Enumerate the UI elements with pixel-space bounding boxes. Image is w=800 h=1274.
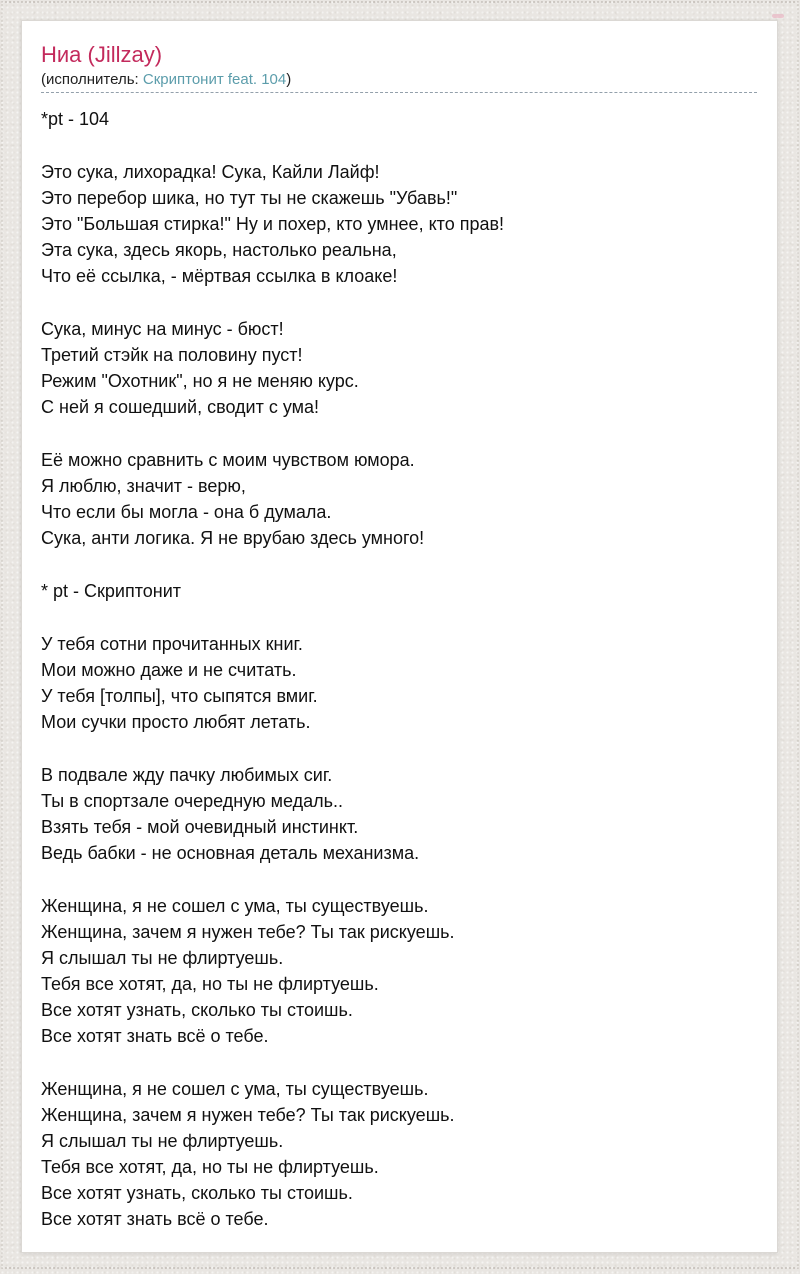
- lyric-line: *pt - 104: [41, 109, 110, 129]
- lyric-line: Сука, минус на минус - бюст!: [41, 319, 284, 339]
- artist-line: [41, 69, 757, 93]
- lyric-line: С ней я сошедший, сводит с ума!: [41, 397, 320, 417]
- artist-link[interactable]: Скриптонит feat. 104: [142, 71, 287, 88]
- lyric-line: Я люблю, значит - верю,: [41, 476, 246, 496]
- lyric-line: Мои сучки просто любят летать.: [41, 712, 311, 732]
- lyric-line: Третий стэйк на половину пуст!: [41, 345, 303, 365]
- lyrics-text: [41, 106, 757, 1232]
- lyric-line: Мои можно даже и не считать.: [41, 660, 297, 680]
- artist-label-suffix: ): [286, 71, 292, 88]
- lyric-line: Ты в спортзале очередную медаль..: [41, 791, 344, 811]
- lyric-line: Взять тебя - мой очевидный инстинкт.: [41, 817, 359, 837]
- lyric-line: Эта сука, здесь якорь, настолько реальна,: [41, 240, 397, 260]
- lyric-line: Это "Большая стирка!" Ну и похер, кто умнее, кто прав!: [41, 214, 505, 234]
- corner-artifact-icon: [772, 14, 784, 18]
- lyric-line: Что её ссылка, - мёртвая ссылка в клоаке!: [41, 266, 398, 286]
- lyric-line: Что если бы могла - она б думала.: [41, 502, 332, 522]
- stanza: [41, 893, 757, 1049]
- lyric-line: У тебя [толпы], что сыпятся вмиг.: [41, 686, 318, 706]
- stanza: [41, 762, 757, 866]
- lyric-line: У тебя сотни прочитанных книг.: [41, 634, 303, 654]
- stanza: [41, 578, 757, 604]
- stanza: [41, 159, 757, 289]
- lyric-line: Это перебор шика, но тут ты не скажешь "Убавь!": [41, 188, 458, 208]
- lyric-line: Тебя все хотят, да, но ты не флиртуешь.: [41, 1157, 379, 1177]
- lyric-line: Сука, анти логика. Я не врубаю здесь умного!: [41, 528, 425, 548]
- lyric-line: Я слышал ты не флиртуешь.: [41, 948, 284, 968]
- stanza: [41, 1076, 757, 1232]
- lyric-line: Женщина, зачем я нужен тебе? Ты так рискуешь.: [41, 1105, 455, 1125]
- lyric-line: Женщина, я не сошел с ума, ты существуешь.: [41, 896, 429, 916]
- lyric-line: Тебя все хотят, да, но ты не флиртуешь.: [41, 974, 379, 994]
- lyric-line: Все хотят узнать, сколько ты стоишь.: [41, 1000, 353, 1020]
- stanza: [41, 316, 757, 420]
- stanza: [41, 106, 757, 132]
- lyric-line: Все хотят знать всё о тебе.: [41, 1026, 269, 1046]
- lyric-line: Женщина, я не сошел с ума, ты существуешь.: [41, 1079, 429, 1099]
- stanza: [41, 631, 757, 735]
- lyric-line: В подвале жду пачку любимых сиг.: [41, 765, 333, 785]
- lyric-line: Женщина, зачем я нужен тебе? Ты так рискуешь.: [41, 922, 455, 942]
- lyric-line: Все хотят узнать, сколько ты стоишь.: [41, 1183, 353, 1203]
- lyrics-card: [21, 20, 778, 1253]
- lyric-line: * pt - Скриптонит: [41, 581, 181, 601]
- lyric-line: Я слышал ты не флиртуешь.: [41, 1131, 284, 1151]
- lyric-line: Это сука, лихорадка! Сука, Кайли Лайф!: [41, 162, 380, 182]
- lyric-line: Ведь бабки - не основная деталь механизма.: [41, 843, 420, 863]
- stanza: [41, 447, 757, 551]
- lyric-line: Её можно сравнить с моим чувством юмора.: [41, 450, 415, 470]
- lyric-line: Все хотят знать всё о тебе.: [41, 1209, 269, 1229]
- artist-label-prefix: (исполнитель:: [41, 71, 143, 88]
- page-title: Ниа (Jillzay): [41, 42, 163, 67]
- lyric-line: Режим "Охотник", но я не меняю курс.: [41, 371, 359, 391]
